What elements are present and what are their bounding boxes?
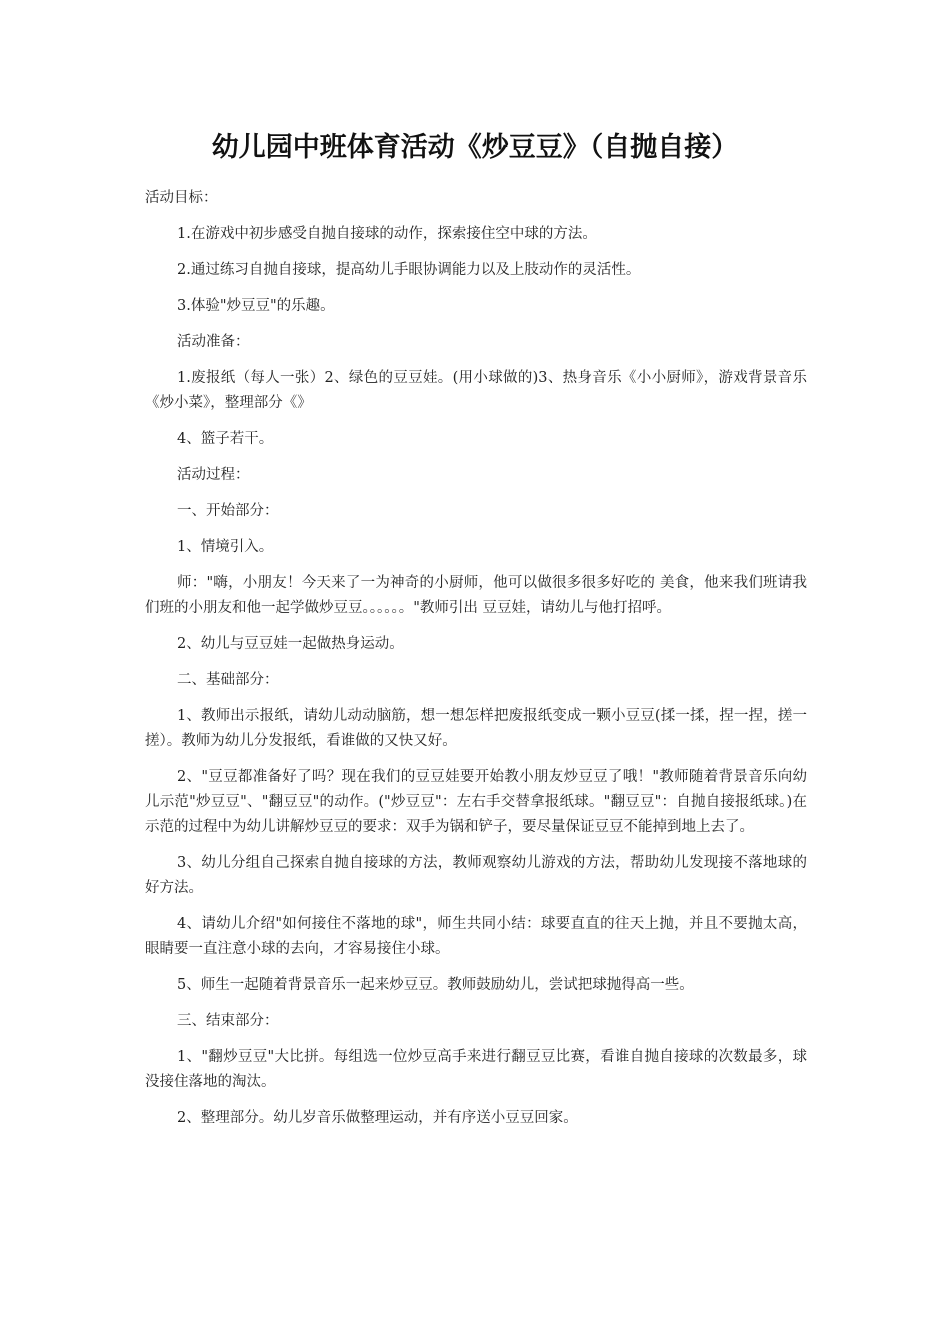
paragraph-scene-intro: 1、情境引入。 bbox=[177, 539, 274, 555]
paragraph-basic-5: 5、师生一起随着背景音乐一起来炒豆豆。教师鼓励幼儿，尝试把球抛得高一些。 bbox=[177, 977, 694, 993]
document-body bbox=[145, 186, 807, 1142]
paragraph-preparation-1: 1.废报纸（每人一张）2、绿色的豆豆娃。(用小球做的)3、热身音乐《小小厨师》，游戏背景音乐《炒小菜》，整理部分《》 bbox=[145, 370, 807, 411]
paragraph-end-1: 1、"翻炒豆豆"大比拼。每组选一位炒豆高手来进行翻豆豆比赛，看谁自抛自接球的次数最多，球没接住落地的淘汰。 bbox=[145, 1049, 807, 1090]
paragraph-basic-1: 1、教师出示报纸，请幼儿动动脑筋，想一想怎样把废报纸变成一颗小豆豆(揉一揉，捏一捏，搓一搓）。教师为幼儿分发报纸，看谁做的又快又好。 bbox=[145, 708, 807, 749]
document-title: 幼儿园中班体育活动《炒豆豆》（自抛自接） bbox=[211, 132, 739, 163]
subheading-basic: 二、基础部分： bbox=[177, 672, 279, 688]
paragraph-teacher-speech: 师："嗨，小朋友！今天来了一为神奇的小厨师，他可以做很多很多好吃的 美食，他来我们班请我们班的小朋友和他一起学做炒豆豆。。。。。。"教师引出 豆豆娃，请幼儿与他打招呼。 bbox=[145, 575, 807, 616]
subheading-start: 一、开始部分： bbox=[177, 503, 279, 519]
paragraph-basic-3: 3、幼儿分组自己探索自抛自接球的方法，教师观察幼儿游戏的方法，帮助幼儿发现接不落地球的好方法。 bbox=[145, 855, 807, 896]
section-heading-process: 活动过程： bbox=[177, 467, 250, 483]
paragraph-end-2: 2、整理部分。幼儿岁音乐做整理运动，并有序送小豆豆回家。 bbox=[177, 1110, 578, 1126]
section-heading-goals: 活动目标： bbox=[145, 190, 218, 206]
paragraph-goal-2: 2.通过练习自抛自接球，提高幼儿手眼协调能力以及上肢动作的灵活性。 bbox=[177, 262, 641, 278]
paragraph-basic-2: 2、"豆豆都准备好了吗？现在我们的豆豆娃要开始教小朋友炒豆豆了哦！"教师随着背景音乐向幼儿示范"炒豆豆"、"翻豆豆"的动作。("炒豆豆"：左右手交替拿报纸球。"翻豆豆"：自抛自接报纸球。)在示范的过程中为幼儿讲解炒豆豆的要求：双手为锅和铲子，要尽量保证豆豆不能掉到地上去了。 bbox=[145, 769, 807, 835]
paragraph-basic-4: 4、请幼儿介绍"如何接住不落地的球"，师生共同小结：球要直直的往天上抛，并且不要抛太高，眼睛要一直注意小球的去向，才容易接住小球。 bbox=[145, 916, 807, 957]
paragraph-warmup: 2、幼儿与豆豆娃一起做热身运动。 bbox=[177, 636, 404, 652]
paragraph-preparation-4: 4、篮子若干。 bbox=[177, 431, 274, 447]
section-heading-preparation: 活动准备： bbox=[177, 334, 250, 350]
subheading-end: 三、结束部分： bbox=[177, 1013, 279, 1029]
paragraph-goal-1: 1.在游戏中初步感受自抛自接球的动作，探索接住空中球的方法。 bbox=[177, 226, 597, 242]
paragraph-goal-3: 3.体验"炒豆豆"的乐趣。 bbox=[177, 298, 335, 314]
